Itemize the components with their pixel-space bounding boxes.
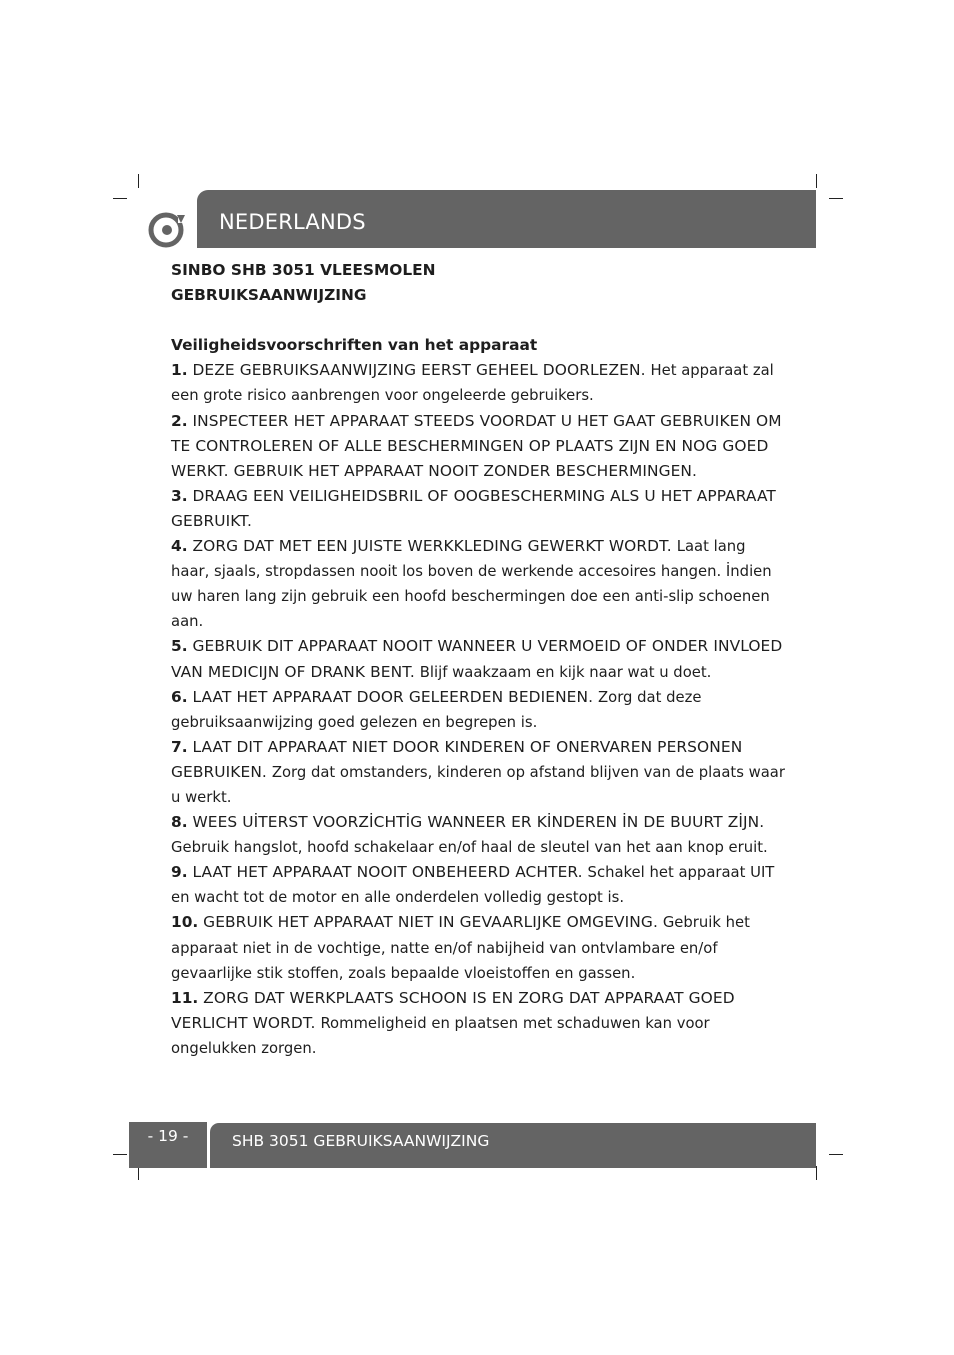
page-number-tab bbox=[129, 1122, 207, 1168]
document-body bbox=[171, 258, 786, 1061]
list-item: 3. DRAAG EEN VEILIGHEIDSBRIL OF OOGBESCHERMING ALS U HET APPARAAT GEBRUIKT. bbox=[171, 486, 776, 530]
list-item: 9. LAAT HET APPARAAT NOOIT ONBEHEERD ACHTER. Schakel het apparaat UIT en wacht tot de motor en alle onderdelen volledig gestopt is. bbox=[171, 863, 775, 907]
list-item: 7. LAAT DIT APPARAAT NIET DOOR KINDEREN OF ONERVAREN PERSONEN GEBRUIKEN. Zorg dat omstanders, kinderen op afstand blijven van de plaats waar u werkt. bbox=[171, 737, 785, 806]
document-title-line1: SINBO SHB 3051 VLEESMOLEN bbox=[171, 261, 436, 279]
crop-mark bbox=[829, 1154, 843, 1155]
crop-mark bbox=[829, 198, 843, 199]
footer-bar bbox=[210, 1123, 816, 1168]
crop-mark bbox=[816, 174, 817, 188]
list-item: 6. LAAT HET APPARAAT DOOR GELEERDEN BEDIENEN. Zorg dat deze gebruiksaanwijzing goed gelezen en begrepen is. bbox=[171, 687, 702, 731]
list-item: 8. WEES UİTERST VOORZİCHTİG WANNEER ER KİNDEREN İN DE BUURT ZİJN. Gebruik hangslot, hoofd schakelaar en/of haal de sleutel van het aan knop eruit. bbox=[171, 813, 768, 857]
list-item: 5. GEBRUIK DIT APPARAAT NOOIT WANNEER U VERMOEID OF ONDER INVLOED VAN MEDICIJN OF DRANK BENT. Blijf waakzaam en kijk naar wat u doet. bbox=[171, 637, 783, 681]
crop-mark bbox=[138, 1166, 139, 1180]
page-number: - 19 - bbox=[147, 1127, 189, 1145]
list-item: 11. ZORG DAT WERKPLAATS SCHOON IS EN ZORG DAT APPARAAT GOED VERLICHT WORDT. Rommeligheid en plaatsen met schaduwen kan voor ongelukken zorgen. bbox=[171, 988, 735, 1057]
footer-document-name: SHB 3051 GEBRUIKSAANWIJZING bbox=[232, 1132, 490, 1150]
crop-mark bbox=[113, 1154, 127, 1155]
sinbo-logo-icon bbox=[148, 210, 188, 250]
list-item: 4. ZORG DAT MET EEN JUISTE WERKKLEDING GEWERKT WORDT. Laat lang haar, sjaals, stropdassen nooit los boven de werkende accesoires hangen. İndien uw haren lang zijn gebruik een hoofd beschermingen doe een anti-slip schoenen aan. bbox=[171, 537, 772, 631]
list-item: 2. INSPECTEER HET APPARAAT STEEDS VOORDAT U HET GAAT GEBRUIKEN OM TE CONTROLEREN OF ALLE BESCHERMINGEN OP PLAATS ZIJN EN NOG GOED WERKT. GEBRUIK HET APPARAAT NOOIT ZONDER BESCHERMINGEN. bbox=[171, 411, 782, 480]
header-bar bbox=[197, 190, 816, 248]
section-heading: Veiligheidsvoorschriften van het apparaat bbox=[171, 336, 538, 355]
crop-mark bbox=[816, 1166, 817, 1180]
language-title: NEDERLANDS bbox=[219, 210, 366, 234]
list-item: 10. GEBRUIK HET APPARAAT NIET IN GEVAARLIJKE OMGEVING. Gebruik het apparaat niet in de vochtige, natte en/of nabijheid van ontvlambare en/of gevaarlijke stik stoffen, zoals bepaalde vloeistoffen en gassen. bbox=[171, 913, 750, 982]
crop-mark bbox=[113, 198, 127, 199]
document-title-line2: GEBRUIKSAANWIJZING bbox=[171, 286, 367, 305]
crop-mark bbox=[138, 174, 139, 188]
list-item: 1. DEZE GEBRUIKSAANWIJZING EERST GEHEEL DOORLEZEN. Het apparaat zal een grote risico aanbrengen voor ongeleerde gebruikers. bbox=[171, 361, 774, 405]
